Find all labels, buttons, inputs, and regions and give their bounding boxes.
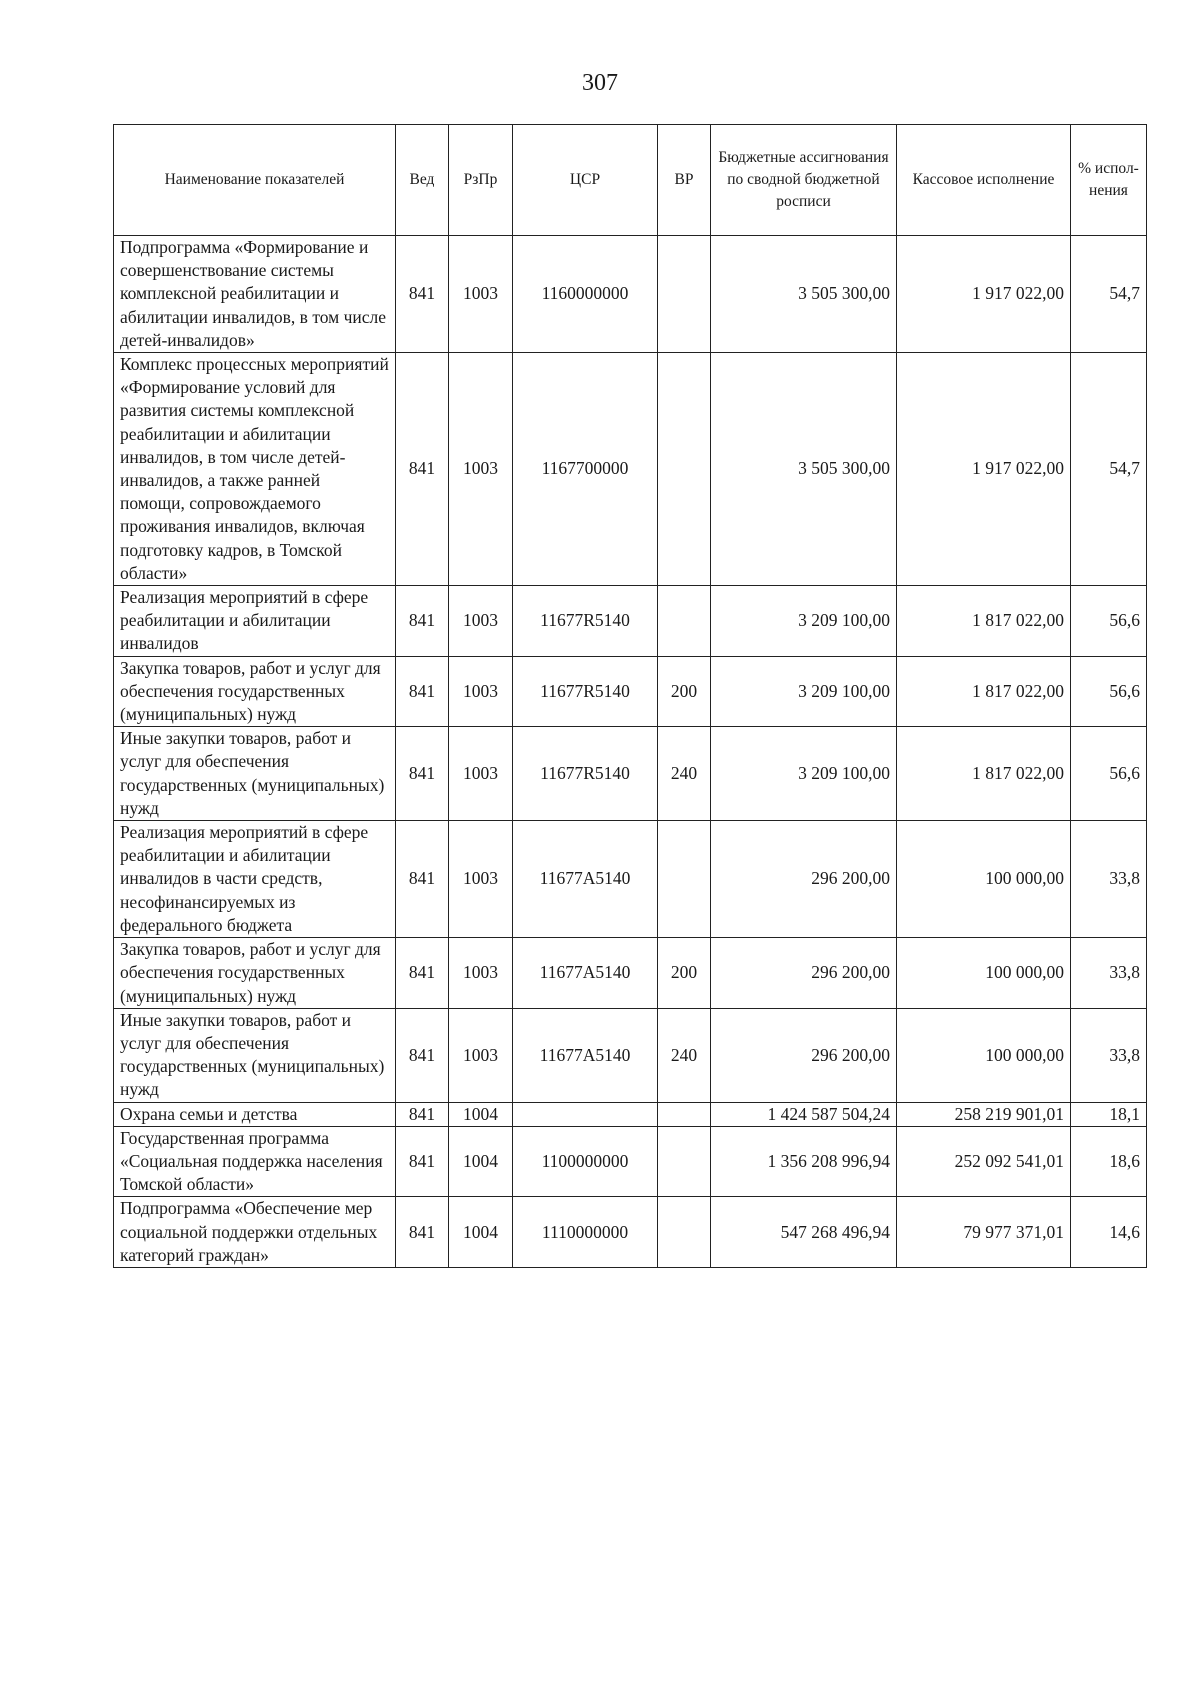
header-cash: Кассовое исполнение: [897, 125, 1071, 236]
row-csr: 11677A5140: [513, 938, 658, 1009]
row-percent: 54,7: [1071, 236, 1147, 353]
row-csr: 1110000000: [513, 1197, 658, 1268]
row-ved: 841: [396, 821, 449, 938]
table-row: [114, 1102, 1147, 1126]
table-row: [114, 727, 1147, 821]
row-csr: 11677R5140: [513, 727, 658, 821]
header-rzpr: РзПр: [449, 125, 513, 236]
row-vr: 240: [658, 727, 711, 821]
row-cash: 1 917 022,00: [897, 353, 1071, 586]
row-vr: [658, 1197, 711, 1268]
row-rzpr: 1003: [449, 1008, 513, 1102]
header-vr: ВР: [658, 125, 711, 236]
row-rzpr: 1004: [449, 1126, 513, 1197]
row-csr: 1160000000: [513, 236, 658, 353]
table-row: [114, 1197, 1147, 1268]
page-number: 307: [582, 70, 618, 96]
table-row: [114, 236, 1147, 353]
row-rzpr: 1003: [449, 236, 513, 353]
row-percent: 56,6: [1071, 586, 1147, 657]
row-budget: 3 209 100,00: [711, 656, 897, 727]
row-vr: [658, 353, 711, 586]
row-name: Подпрограмма «Обеспечение мер социальной поддержки отдельных категорий граждан»: [114, 1197, 396, 1268]
row-cash: 258 219 901,01: [897, 1102, 1071, 1126]
row-budget: 1 356 208 996,94: [711, 1126, 897, 1197]
row-budget: 3 505 300,00: [711, 353, 897, 586]
row-name: Закупка товаров, работ и услуг для обеспечения государственных (муниципальных) нужд: [114, 656, 396, 727]
row-rzpr: 1004: [449, 1197, 513, 1268]
row-budget: 3 209 100,00: [711, 586, 897, 657]
row-vr: 240: [658, 1008, 711, 1102]
row-cash: 1 817 022,00: [897, 656, 1071, 727]
row-cash: 100 000,00: [897, 821, 1071, 938]
row-name: Комплекс процессных мероприятий «Формирование условий для развития системы комплексной реабилитации и абилитации инвалидов, в том числе детей-инвалидов, а также ранней помощи, сопровождаемого проживания инвалидов, включая подготовку кадров, в Томской области»: [114, 353, 396, 586]
row-name: Иные закупки товаров, работ и услуг для обеспечения государственных (муниципальных) нужд: [114, 727, 396, 821]
row-budget: 3 505 300,00: [711, 236, 897, 353]
row-rzpr: 1003: [449, 353, 513, 586]
row-cash: 1 817 022,00: [897, 727, 1071, 821]
row-vr: [658, 586, 711, 657]
row-vr: 200: [658, 656, 711, 727]
row-percent: 56,6: [1071, 656, 1147, 727]
row-csr: 1100000000: [513, 1126, 658, 1197]
table-row: [114, 1008, 1147, 1102]
row-percent: 18,6: [1071, 1126, 1147, 1197]
row-percent: 54,7: [1071, 353, 1147, 586]
row-vr: [658, 821, 711, 938]
row-percent: 33,8: [1071, 821, 1147, 938]
row-ved: 841: [396, 353, 449, 586]
row-rzpr: 1003: [449, 938, 513, 1009]
row-ved: 841: [396, 656, 449, 727]
row-budget: 296 200,00: [711, 821, 897, 938]
row-cash: 252 092 541,01: [897, 1126, 1071, 1197]
row-cash: 100 000,00: [897, 938, 1071, 1009]
row-name: Государственная программа «Социальная поддержка населения Томской области»: [114, 1126, 396, 1197]
row-csr: 1167700000: [513, 353, 658, 586]
row-rzpr: 1003: [449, 586, 513, 657]
row-ved: 841: [396, 727, 449, 821]
row-budget: 296 200,00: [711, 938, 897, 1009]
row-ved: 841: [396, 938, 449, 1009]
row-name: Охрана семьи и детства: [114, 1102, 396, 1126]
row-rzpr: 1003: [449, 656, 513, 727]
row-csr: 11677A5140: [513, 1008, 658, 1102]
row-name: Иные закупки товаров, работ и услуг для обеспечения государственных (муниципальных) нужд: [114, 1008, 396, 1102]
row-budget: 3 209 100,00: [711, 727, 897, 821]
table-row: [114, 656, 1147, 727]
row-cash: 79 977 371,01: [897, 1197, 1071, 1268]
row-budget: 547 268 496,94: [711, 1197, 897, 1268]
row-cash: 1 917 022,00: [897, 236, 1071, 353]
row-vr: [658, 1126, 711, 1197]
row-percent: 18,1: [1071, 1102, 1147, 1126]
row-ved: 841: [396, 1197, 449, 1268]
row-name: Закупка товаров, работ и услуг для обеспечения государственных (муниципальных) нужд: [114, 938, 396, 1009]
row-cash: 100 000,00: [897, 1008, 1071, 1102]
row-ved: 841: [396, 1008, 449, 1102]
table-header-row: [114, 125, 1147, 236]
header-ved: Вед: [396, 125, 449, 236]
row-rzpr: 1004: [449, 1102, 513, 1126]
budget-table: [113, 124, 1147, 1268]
row-ved: 841: [396, 586, 449, 657]
header-budget: Бюджетные ассигнования по сводной бюджетной росписи: [711, 125, 897, 236]
row-vr: [658, 236, 711, 353]
table-row: [114, 586, 1147, 657]
row-csr: 11677R5140: [513, 586, 658, 657]
row-percent: 33,8: [1071, 938, 1147, 1009]
row-ved: 841: [396, 1102, 449, 1126]
header-percent: % испол-нения: [1071, 125, 1147, 236]
row-rzpr: 1003: [449, 821, 513, 938]
table-row: [114, 938, 1147, 1009]
row-budget: 296 200,00: [711, 1008, 897, 1102]
row-csr: [513, 1102, 658, 1126]
table-row: [114, 353, 1147, 586]
row-name: Реализация мероприятий в сфере реабилитации и абилитации инвалидов в части средств, несофинансируемых из федерального бюджета: [114, 821, 396, 938]
header-name: Наименование показателей: [114, 125, 396, 236]
table-row: [114, 821, 1147, 938]
row-percent: 33,8: [1071, 1008, 1147, 1102]
row-vr: 200: [658, 938, 711, 1009]
row-cash: 1 817 022,00: [897, 586, 1071, 657]
row-rzpr: 1003: [449, 727, 513, 821]
row-csr: 11677A5140: [513, 821, 658, 938]
row-percent: 14,6: [1071, 1197, 1147, 1268]
row-csr: 11677R5140: [513, 656, 658, 727]
row-ved: 841: [396, 236, 449, 353]
row-name: Реализация мероприятий в сфере реабилитации и абилитации инвалидов: [114, 586, 396, 657]
row-name: Подпрограмма «Формирование и совершенствование системы комплексной реабилитации и абилитации инвалидов, в том числе детей-инвалидов»: [114, 236, 396, 353]
row-budget: 1 424 587 504,24: [711, 1102, 897, 1126]
row-percent: 56,6: [1071, 727, 1147, 821]
row-ved: 841: [396, 1126, 449, 1197]
row-vr: [658, 1102, 711, 1126]
header-csr: ЦСР: [513, 125, 658, 236]
table-row: [114, 1126, 1147, 1197]
